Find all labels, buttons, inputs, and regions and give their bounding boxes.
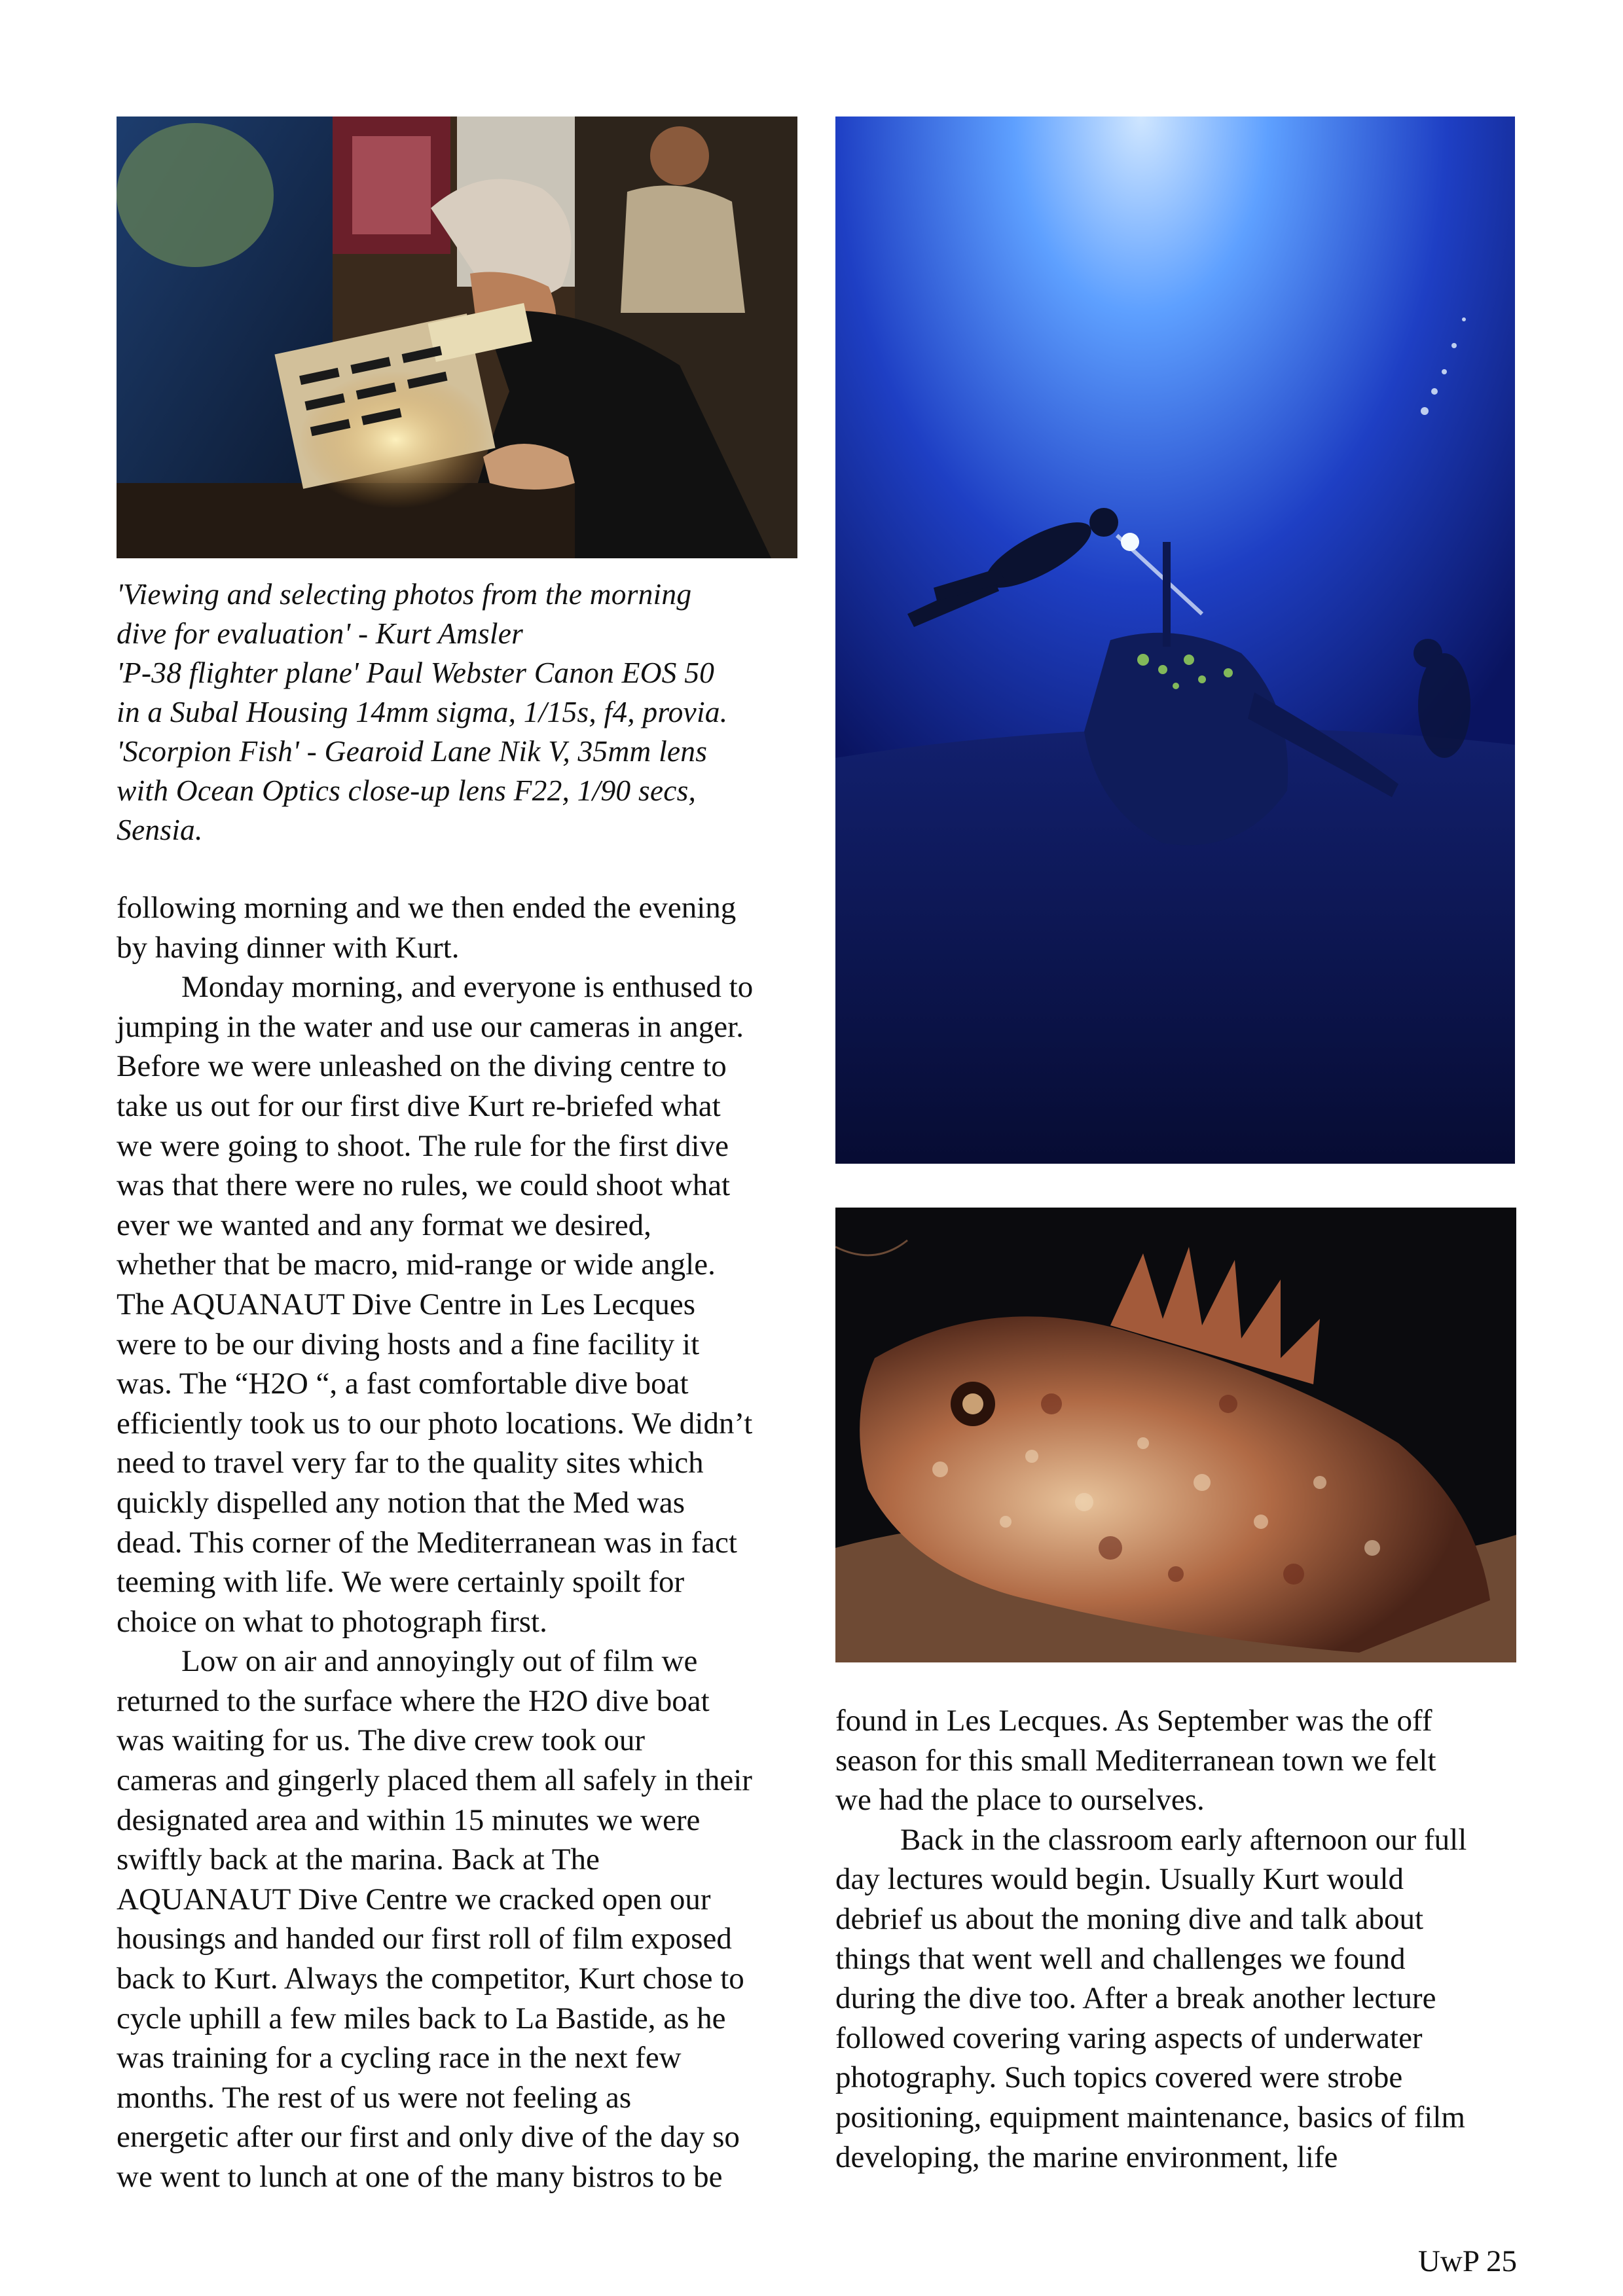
caption-line: dive for evaluation' - Kurt Amsler [117, 617, 524, 650]
text-line: we went to lunch at one of the many bistros to be [117, 2160, 723, 2194]
photo-caption [117, 575, 811, 850]
text-line: cameras and gingerly placed them all safely in their [117, 1763, 752, 1798]
text-line: designated area and within 15 minutes we were [117, 1803, 701, 1837]
text-line: efficiently took us to our photo locations. We didn’t [117, 1406, 753, 1441]
text-line: photography. Such topics covered were strobe [835, 2060, 1403, 2095]
text-line: returned to the surface where the H2O dive boat [117, 1683, 710, 1718]
text-line: ever we wanted and any format we desired, [117, 1208, 651, 1242]
text-line: cycle uphill a few miles back to La Bastide, as he [117, 2001, 726, 2036]
caption-line: with Ocean Optics close-up lens F22, 1/90 secs, [117, 774, 697, 807]
text-line: Back in the classroom early afternoon our full [900, 1822, 1467, 1857]
caption-line: 'Viewing and selecting photos from the morning [117, 577, 692, 611]
caption-line: 'Scorpion Fish' - Gearoid Lane Nik V, 35mm lens [117, 734, 708, 768]
wreck-diver-photo [835, 117, 1515, 1164]
text-line: season for this small Mediterranean town we felt [835, 1743, 1436, 1778]
text-line: during the dive too. After a break another lecture [835, 1981, 1436, 2016]
text-line: developing, the marine environment, life [835, 2140, 1338, 2174]
text-line: take us out for our first dive Kurt re-briefed what [117, 1088, 721, 1123]
lightbox-photo-image [117, 117, 797, 558]
text-line: jumping in the water and use our cameras in anger. [117, 1009, 744, 1044]
text-line: was training for a cycling race in the next few [117, 2041, 682, 2075]
article-right-column [835, 1701, 1529, 2177]
text-line: AQUANAUT Dive Centre we cracked open our [117, 1882, 711, 1916]
text-line: Before we were unleashed on the diving centre to [117, 1049, 727, 1084]
text-line: energetic after our first and only dive of the day so [117, 2120, 740, 2155]
text-line: was waiting for us. The dive crew took our [117, 1723, 646, 1758]
text-line: choice on what to photograph first. [117, 1604, 547, 1639]
caption-line: Sensia. [117, 813, 203, 846]
text-line: debrief us about the moning dive and talk about [835, 1901, 1424, 1936]
text-line: was. The “H2O “, a fast comfortable dive boat [117, 1367, 689, 1401]
wreck-diver-photo-image [835, 117, 1515, 1164]
caption-line: in a Subal Housing 14mm sigma, 1/15s, f4, provia. [117, 695, 728, 728]
text-line: followed covering varing aspects of underwater [835, 2020, 1423, 2055]
scorpion-fish-photo-image [835, 1208, 1516, 1662]
text-line: back to Kurt. Always the competitor, Kurt chose to [117, 1962, 744, 1996]
text-line: Monday morning, and everyone is enthused to [181, 970, 754, 1005]
text-line: need to travel very far to the quality sites which [117, 1446, 704, 1480]
text-line: quickly dispelled any notion that the Med was [117, 1485, 685, 1520]
text-line: Low on air and annoyingly out of film we [181, 1644, 698, 1679]
text-line: whether that be macro, mid-range or wide angle. [117, 1247, 716, 1282]
page-number: UwP 25 [1417, 2244, 1517, 2278]
text-line: teeming with life. We were certainly spoilt for [117, 1565, 685, 1600]
text-line: was that there were no rules, we could shoot what [117, 1168, 731, 1203]
text-line: dead. This corner of the Mediterranean was in fact [117, 1525, 737, 1560]
text-line: day lectures would begin. Usually Kurt would [835, 1862, 1404, 1897]
text-line: housings and handed our first roll of film exposed [117, 1922, 732, 1956]
text-line: found in Les Lecques. As September was the off [835, 1704, 1432, 1738]
text-line: positioning, equipment maintenance, basics of film [835, 2100, 1465, 2134]
scorpion-fish-photo [835, 1208, 1516, 1662]
text-line: we had the place to ourselves. [835, 1783, 1205, 1818]
text-line: The AQUANAUT Dive Centre in Les Lecques [117, 1287, 696, 1321]
text-line: swiftly back at the marina. Back at The [117, 1842, 600, 1877]
article-left-column [117, 888, 811, 2197]
text-line: months. The rest of us were not feeling as [117, 2080, 632, 2115]
text-line: we were going to shoot. The rule for the first dive [117, 1128, 729, 1163]
lightbox-photo [117, 117, 797, 558]
text-line: were to be our diving hosts and a fine facility it [117, 1327, 700, 1361]
caption-line: 'P-38 flighter plane' Paul Webster Canon EOS 50 [117, 656, 715, 689]
text-line: following morning and we then ended the evening [117, 891, 737, 925]
text-line: by having dinner with Kurt. [117, 930, 460, 965]
text-line: things that went well and challenges we found [835, 1941, 1406, 1976]
